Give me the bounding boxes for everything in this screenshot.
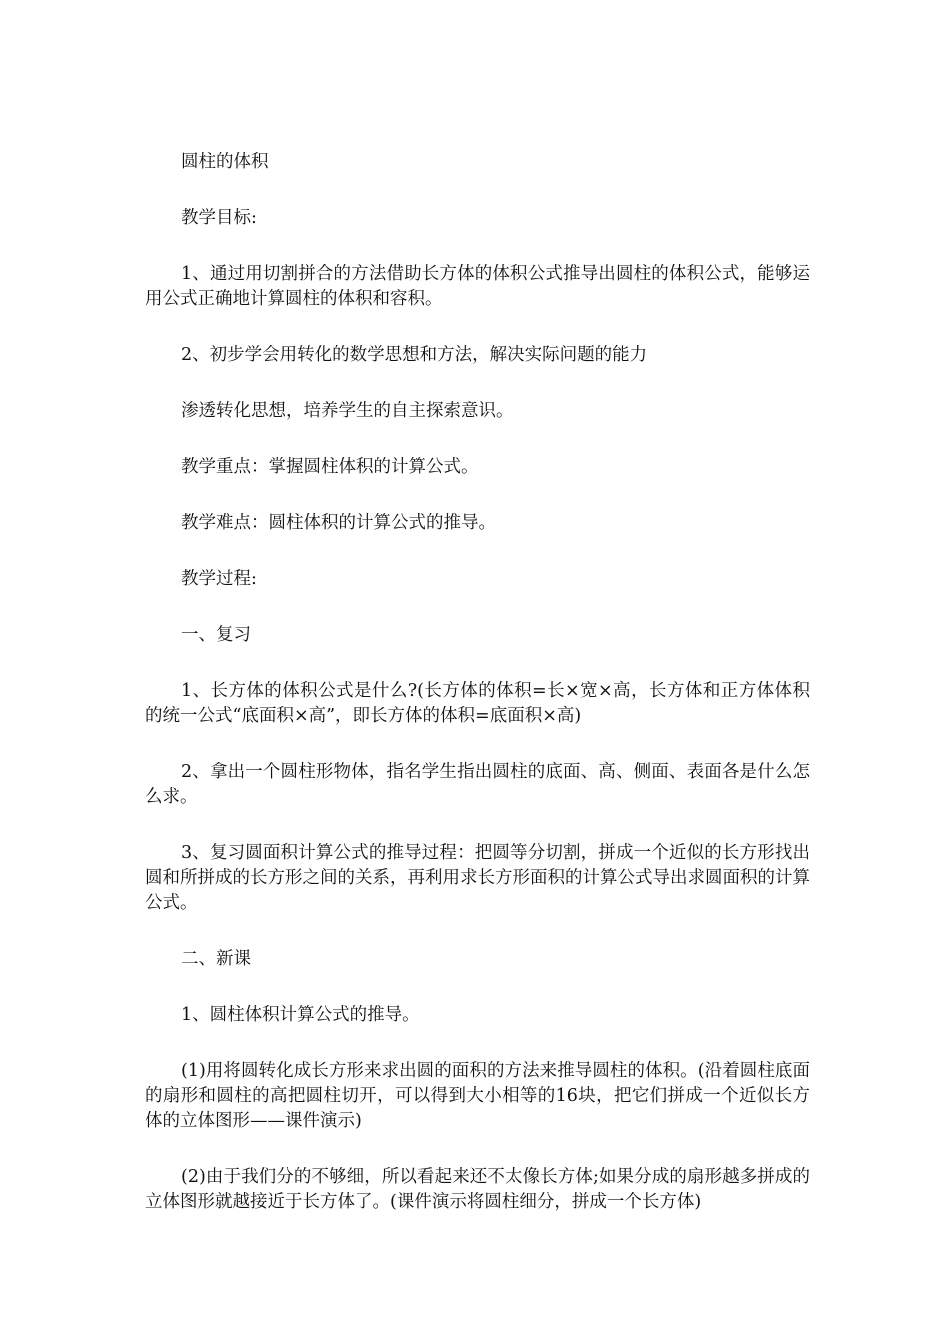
new-lesson-item-1: 1、圆柱体积计算公式的推导。 (181, 1005, 420, 1025)
doc-title: 圆柱的体积 (181, 152, 269, 172)
section-heading-review: 一、复习 (181, 625, 251, 645)
new-lesson-subitem-1: (1)用将圆转化成长方形来求出圆的面积的方法来推导圆柱的体积。(沿着圆柱底面的扇形和圆柱的高把圆柱切开，可以得到大小相等的16块，把它们拼成一个近似长方体的立体图形——课件演示) (145, 1061, 810, 1131)
review-item-1: 1、长方体的体积公式是什么?(长方体的体积=长×宽×高，长方体和正方体体积的统一公式“底面积×高”，即长方体的体积=底面积×高) (145, 681, 810, 726)
goal-item-3: 渗透转化思想，培养学生的自主探索意识。 (181, 401, 514, 421)
review-item-2: 2、拿出一个圆柱形物体，指名学生指出圆柱的底面、高、侧面、表面各是什么怎么求。 (145, 762, 810, 807)
review-item-3: 3、复习圆面积计算公式的推导过程：把圆等分切割，拼成一个近似的长方形找出圆和所拼成的长方形之间的关系，再利用求长方形面积的计算公式导出求圆面积的计算公式。 (145, 843, 810, 913)
goal-item-2: 2、初步学会用转化的数学思想和方法，解决实际问题的能力 (181, 345, 648, 365)
section-heading-goals: 教学目标: (181, 208, 257, 228)
section-heading-new-lesson: 二、新课 (181, 949, 251, 969)
section-heading-process: 教学过程: (181, 569, 257, 589)
goal-item-1: 1、通过用切割拼合的方法借助长方体的体积公式推导出圆柱的体积公式，能够运用公式正确地计算圆柱的体积和容积。 (145, 264, 810, 309)
key-point: 教学重点：掌握圆柱体积的计算公式。 (181, 457, 479, 477)
document-page (145, 150, 810, 1246)
new-lesson-subitem-2: (2)由于我们分的不够细，所以看起来还不太像长方体;如果分成的扇形越多拼成的立体图形就越接近于长方体了。(课件演示将圆柱细分，拼成一个长方体) (145, 1167, 810, 1212)
difficult-point: 教学难点：圆柱体积的计算公式的推导。 (181, 513, 496, 533)
